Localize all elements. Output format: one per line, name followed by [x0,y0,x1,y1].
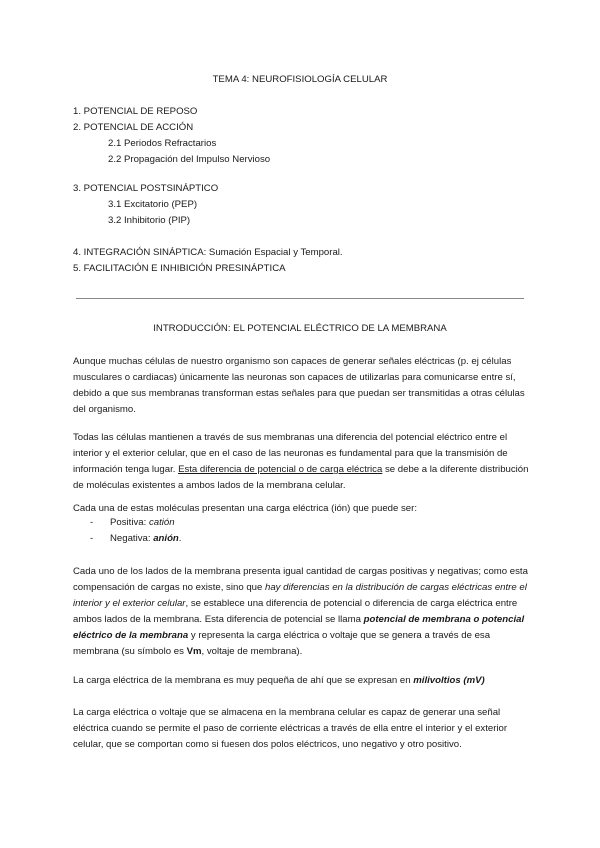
paragraph-text: se debe a la diferente distribución de moléculas existentes a ambos lados de la membrana celular. [73,464,529,491]
list-end: . [178,533,182,544]
bold-text: Vm [186,646,202,657]
underlined-text: Esta diferencia de potencial o de carga eléctrica [178,464,383,475]
paragraph-1 [73,354,533,418]
toc-item: 2. POTENCIAL DE ACCIÓN [73,122,194,133]
list-dash: - [90,517,94,528]
paragraph-text: Todas las células mantienen a través de sus membranas una diferencia del potencial eléctrico entre el interior y el exterior celular, que en el caso de las neuronas es fundamental para que la transmisión de información tenga lugar. [73,432,508,475]
list-dash: - [90,533,94,544]
paragraph-text: Cada uno de los lados de la membrana presenta igual cantidad de cargas positivas y negativas; como esta compensación de cargas no existe, sino que [73,566,528,593]
paragraph-3 [73,501,533,517]
bold-italic-text: milivoltios (mV) [413,675,485,686]
toc-subitem: 2.1 Periodos Refractarios [108,138,217,149]
paragraph-5 [73,673,533,689]
toc-item: 5. FACILITACIÓN E INHIBICIÓN PRESINÁPTICA [73,263,286,274]
paragraph-text: , voltaje de membrana). [201,646,303,657]
paragraph-2 [73,430,533,494]
section-heading: INTRODUCCIÓN: EL POTENCIAL ELÉCTRICO DE LA MEMBRANA [153,323,447,334]
list-label: Negativa: [110,533,154,544]
toc-item: 1. POTENCIAL DE REPOSO [73,106,198,117]
paragraph-text: La carga eléctrica o voltaje que se almacena en la membrana celular es capaz de generar una señal eléctrica cuando se permite el paso de corriente eléctricas a través de ella entre el interior y el exterior celular, que se comportan como si fuesen dos polos eléctricos, uno negativo y otro positivo. [73,707,508,750]
toc-item: 4. INTEGRACIÓN SINÁPTICA: Sumación Espacial y Temporal. [73,247,343,258]
paragraph-4 [73,564,533,660]
horizontal-divider [76,298,524,299]
toc-item: 3. POTENCIAL POSTSINÁPTICO [73,183,219,194]
list-label: Positiva: [110,517,149,528]
paragraph-text: Cada una de estas moléculas presentan una carga eléctrica (ión) que puede ser: [73,503,417,514]
italic-text: hay diferencias en la distribución de cargas eléctricas entre el interior y el exterior celular [73,582,527,609]
paragraph-6 [73,705,533,753]
bold-italic-text: potencial de membrana o potencial eléctrico de la membrana [73,614,525,641]
list-term: anión [153,533,179,544]
paragraph-text: , se establece una diferencia de potencial o diferencia de carga eléctrica entre ambos lados de la membrana. Esta diferencia de potencial se llama [73,598,518,625]
toc-subitem: 3.2 Inhibitorio (PIP) [108,215,191,226]
list-term: catión [148,517,175,528]
list-item [90,533,181,544]
paragraph-text: La carga eléctrica de la membrana es muy pequeña de ahí que se expresan en [73,675,414,686]
paragraph-text: y representa la carga eléctrica o voltaje que se genera a través de esa membrana (su símbolo es [73,630,491,657]
list-item [90,517,175,528]
document-title: TEMA 4: NEUROFISIOLOGÍA CELULAR [212,74,388,85]
toc-subitem: 2.2 Propagación del Impulso Nervioso [108,154,271,165]
paragraph-text: Aunque muchas células de nuestro organismo son capaces de generar señales eléctricas (p. ej células musculares o cardiacas) únicamente las neuronas son capaces de utilizarlas para comunicarse entre sí, debido a que sus membranas transforman estas señales para que puedan ser transmitidas a otras células del organismo. [73,356,525,415]
toc-subitem: 3.1 Excitatorio (PEP) [108,199,198,210]
